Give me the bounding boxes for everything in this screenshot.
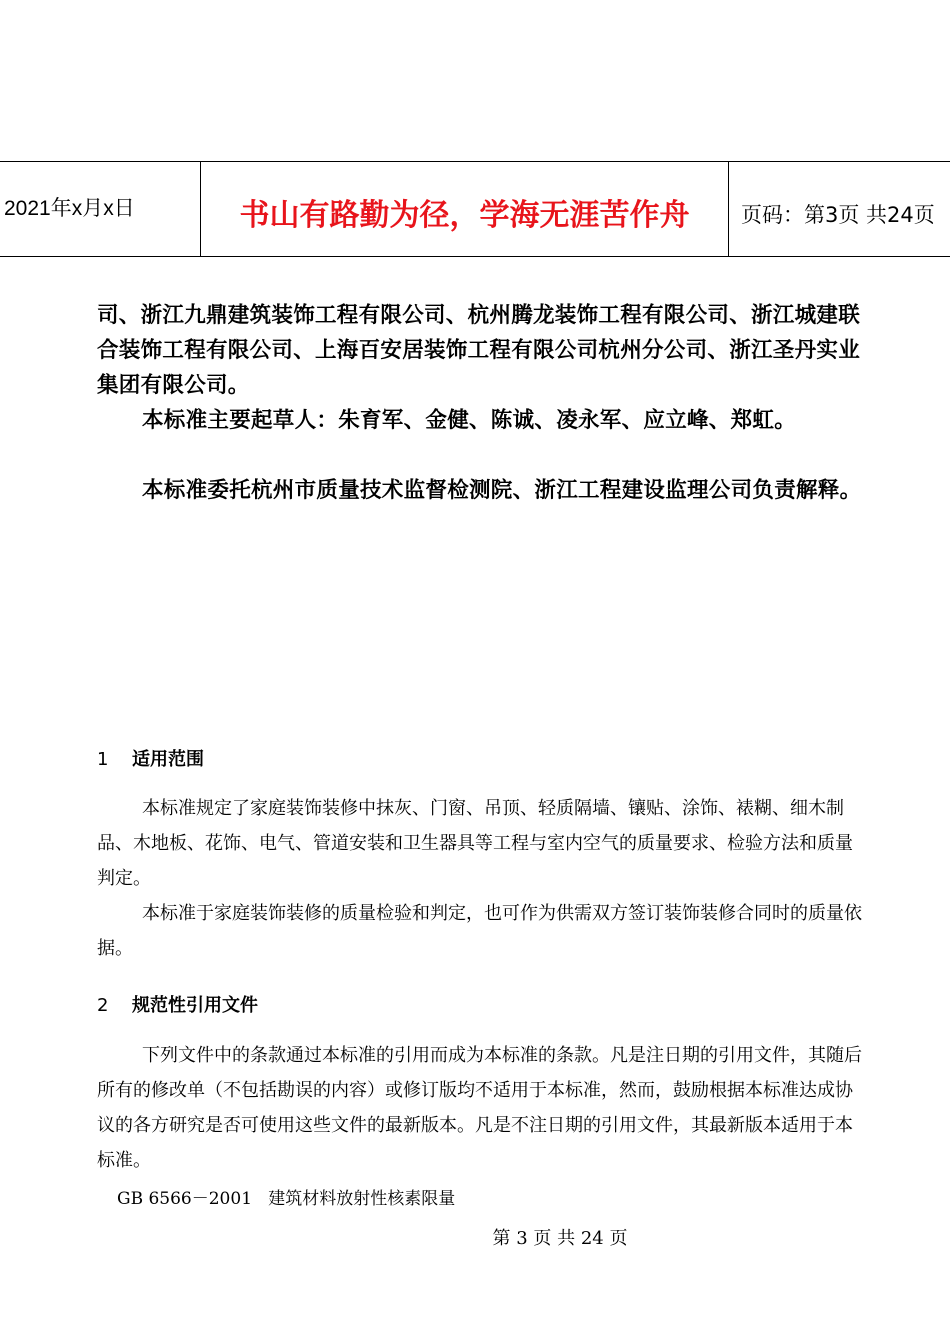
header-motto: 书山有路勤为径，学海无涯苦作舟: [239, 198, 690, 233]
preface-block: [97, 298, 869, 508]
section-body: [97, 791, 869, 966]
section-heading: [97, 745, 204, 771]
header-date-cell: [0, 162, 201, 256]
header-page-info: 页码：第3页 共24页: [741, 203, 935, 227]
body-paragraph: 本标准于家庭装饰装修的质量检验和判定，也可作为供需双方签订装饰装修合同时的质量依据。: [97, 903, 862, 959]
reference-item: GB 6566－2001 建筑材料放射性核素限量: [117, 1189, 456, 1209]
preface-paragraph: 司、浙江九鼎建筑装饰工程有限公司、杭州腾龙装饰工程有限公司、浙江城建联合装饰工程有限公司、上海百安居装饰工程有限公司杭州分公司、浙江圣丹实业集团有限公司。: [97, 303, 861, 398]
header-page-cell: [729, 162, 950, 256]
body-paragraph: 本标准规定了家庭装饰装修中抹灰、门窗、吊顶、轻质隔墙、镶贴、涂饰、裱糊、细木制品、木地板、花饰、电气、管道安装和卫生器具等工程与室内空气的质量要求、检验方法和质量判定。: [97, 798, 853, 889]
page-footer: [0, 1224, 950, 1250]
section-title: 规范性引用文件: [132, 995, 258, 1016]
section-body: [97, 1038, 869, 1178]
header-motto-cell: [201, 162, 729, 256]
preface-paragraph: 本标准主要起草人：朱育军、金健、陈诚、凌永军、应立峰、郑虹。: [142, 408, 797, 433]
section-number: 2: [97, 995, 109, 1016]
header-bar: [0, 161, 950, 257]
header-date: 2021年x月x日: [4, 197, 135, 220]
section-heading: [97, 991, 258, 1017]
body-paragraph: 下列文件中的条款通过本标准的引用而成为本标准的条款。凡是注日期的引用文件，其随后所有的修改单（不包括勘误的内容）或修订版均不适用于本标准，然而，鼓励根据本标准达成协议的各方研究是否可使用这些文件的最新版本。凡是不注日期的引用文件，其最新版本适用于本标准。: [97, 1045, 862, 1171]
preface-paragraph: 本标准委托杭州市质量技术监督检测院、浙江工程建设监理公司负责解释。: [142, 478, 862, 503]
footer-page-number: 第 3 页 共 24 页: [492, 1228, 628, 1249]
section-number: 1: [97, 749, 109, 770]
section-title: 适用范围: [132, 749, 204, 770]
